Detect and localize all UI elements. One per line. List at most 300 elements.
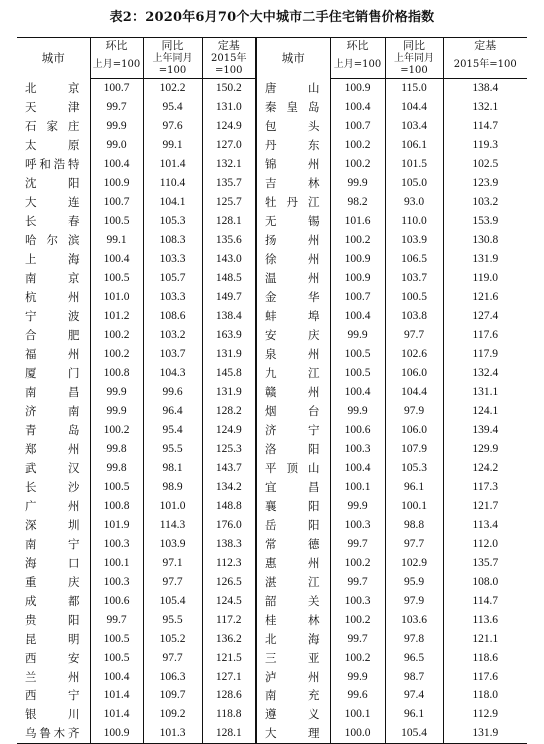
table-row [17, 439, 527, 458]
left-base-cell: 176.0 [202, 515, 256, 534]
left-base-cell: 148.5 [202, 269, 256, 288]
left-mom-cell: 100.5 [90, 629, 143, 648]
right-base-cell: 131.1 [443, 383, 527, 402]
left-base-cell: 128.6 [202, 686, 256, 705]
left-mom-cell: 100.5 [90, 212, 143, 231]
table-row [17, 420, 527, 439]
table-row [17, 117, 527, 136]
right-city-cell: 济 宁 [256, 420, 330, 439]
right-mom-cell: 100.4 [330, 383, 385, 402]
right-city-cell: 金 华 [256, 288, 330, 307]
left-mom-cell: 100.2 [90, 326, 143, 345]
left-base-cell: 124.9 [202, 117, 256, 136]
right-mom-cell: 100.9 [330, 250, 385, 269]
right-yoy-cell: 98.8 [385, 515, 443, 534]
right-base-cell: 138.4 [443, 79, 527, 98]
right-base-cell: 131.9 [443, 250, 527, 269]
left-city-cell: 呼和浩特 [25, 157, 80, 172]
right-city-cell: 安 庆 [256, 326, 330, 345]
right-yoy-cell: 106.0 [385, 364, 443, 383]
left-mom-cell: 99.9 [90, 401, 143, 420]
left-city-cell: 广 州 [25, 498, 80, 513]
left-base-cell: 145.8 [202, 364, 256, 383]
table-row [17, 98, 527, 117]
left-yoy-cell: 109.7 [143, 686, 202, 705]
left-yoy-cell: 97.7 [143, 572, 202, 591]
left-mom-cell: 100.7 [90, 193, 143, 212]
right-mom-cell: 99.9 [330, 496, 385, 515]
right-yoy-cell: 102.9 [385, 553, 443, 572]
left-base-cell: 134.2 [202, 477, 256, 496]
left-mom-cell: 101.9 [90, 515, 143, 534]
left-mom-cell: 100.6 [90, 591, 143, 610]
right-base-cell: 139.4 [443, 420, 527, 439]
left-base-cell: 136.2 [202, 629, 256, 648]
right-mom-cell: 100.2 [330, 136, 385, 155]
right-yoy-cell: 100.5 [385, 288, 443, 307]
left-base-cell: 112.3 [202, 553, 256, 572]
right-city-cell: 韶 关 [256, 591, 330, 610]
right-yoy-cell: 97.9 [385, 591, 443, 610]
table-row [17, 553, 527, 572]
left-yoy-cell: 96.4 [143, 401, 202, 420]
right-base-cell: 132.1 [443, 98, 527, 117]
table-title: 表2：2020年6月70个大中城市二手住宅销售价格指数 [109, 10, 435, 25]
left-city-cell: 西 宁 [25, 688, 80, 703]
left-base-cell: 124.5 [202, 591, 256, 610]
right-base-cell: 121.7 [443, 496, 527, 515]
right-base-cell: 121.6 [443, 288, 527, 307]
left-city-cell: 合 肥 [25, 328, 80, 343]
right-mom-cell: 100.4 [330, 98, 385, 117]
right-base-cell: 113.4 [443, 515, 527, 534]
subheader-mom-right: 上月=100 [330, 52, 385, 79]
left-mom-cell: 99.9 [90, 117, 143, 136]
right-city-cell: 北 海 [256, 629, 330, 648]
table-row [17, 572, 527, 591]
right-yoy-cell: 103.6 [385, 610, 443, 629]
right-yoy-cell: 103.4 [385, 117, 443, 136]
right-mom-cell: 100.5 [330, 345, 385, 364]
table-row [17, 705, 527, 724]
right-yoy-cell: 110.0 [385, 212, 443, 231]
left-yoy-cell: 105.2 [143, 629, 202, 648]
right-mom-cell: 100.2 [330, 610, 385, 629]
left-mom-cell: 99.8 [90, 439, 143, 458]
left-base-cell: 121.5 [202, 648, 256, 667]
left-city-cell: 天 津 [25, 100, 80, 115]
left-base-cell: 118.8 [202, 705, 256, 724]
left-yoy-cell: 108.6 [143, 307, 202, 326]
right-mom-cell: 100.9 [330, 269, 385, 288]
right-base-cell: 113.6 [443, 610, 527, 629]
right-base-cell: 117.9 [443, 345, 527, 364]
right-city-cell: 秦皇岛 [256, 98, 330, 117]
left-mom-cell: 101.2 [90, 307, 143, 326]
right-mom-cell: 100.2 [330, 155, 385, 174]
right-base-cell: 117.6 [443, 326, 527, 345]
right-base-cell: 119.3 [443, 136, 527, 155]
table-row [17, 269, 527, 288]
right-yoy-cell: 97.7 [385, 534, 443, 553]
right-city-cell: 丹 东 [256, 136, 330, 155]
header-mom-right: 环比 [330, 38, 385, 53]
left-base-cell: 126.5 [202, 572, 256, 591]
table-row [17, 193, 527, 212]
right-yoy-cell: 97.4 [385, 686, 443, 705]
right-yoy-cell: 115.0 [385, 79, 443, 98]
header-yoy-right: 同比 [385, 38, 443, 53]
left-mom-cell: 100.1 [90, 553, 143, 572]
left-yoy-cell: 97.1 [143, 553, 202, 572]
right-base-cell: 119.0 [443, 269, 527, 288]
table-row [17, 629, 527, 648]
right-city-cell: 无 锡 [256, 212, 330, 231]
right-city-cell: 徐 州 [256, 250, 330, 269]
table-row [17, 610, 527, 629]
right-mom-cell: 100.2 [330, 231, 385, 250]
right-yoy-cell: 97.9 [385, 401, 443, 420]
right-yoy-cell: 100.1 [385, 496, 443, 515]
subheader-yoy-right: 上年同月=100 [385, 52, 443, 79]
left-city-cell: 济 南 [25, 403, 80, 418]
left-base-cell: 124.9 [202, 420, 256, 439]
left-city-cell: 沈 阳 [25, 176, 80, 191]
right-base-cell: 131.9 [443, 724, 527, 743]
right-mom-cell: 100.3 [330, 515, 385, 534]
right-city-cell: 惠 州 [256, 553, 330, 572]
price-index-table [17, 37, 527, 744]
table-row [17, 534, 527, 553]
right-mom-cell: 100.3 [330, 591, 385, 610]
right-base-cell: 112.0 [443, 534, 527, 553]
right-city-cell: 蚌 埠 [256, 307, 330, 326]
right-mom-cell: 100.7 [330, 117, 385, 136]
table-row [17, 496, 527, 515]
right-base-cell: 130.8 [443, 231, 527, 250]
right-yoy-cell: 103.9 [385, 231, 443, 250]
table-row [17, 364, 527, 383]
left-base-cell: 150.2 [202, 79, 256, 98]
left-yoy-cell: 95.5 [143, 610, 202, 629]
left-yoy-cell: 103.7 [143, 345, 202, 364]
left-yoy-cell: 101.4 [143, 155, 202, 174]
left-base-cell: 132.1 [202, 155, 256, 174]
right-mom-cell: 98.2 [330, 193, 385, 212]
left-yoy-cell: 95.4 [143, 420, 202, 439]
left-yoy-cell: 95.5 [143, 439, 202, 458]
table-row [17, 477, 527, 496]
left-base-cell: 138.4 [202, 307, 256, 326]
right-yoy-cell: 97.7 [385, 326, 443, 345]
left-mom-cell: 100.2 [90, 420, 143, 439]
left-city-cell: 大 连 [25, 195, 80, 210]
right-base-cell: 117.6 [443, 667, 527, 686]
right-base-cell: 118.6 [443, 648, 527, 667]
table-row [17, 288, 527, 307]
right-city-cell: 遵 义 [256, 705, 330, 724]
right-yoy-cell: 96.5 [385, 648, 443, 667]
right-city-cell: 洛 阳 [256, 439, 330, 458]
left-mom-cell: 100.5 [90, 477, 143, 496]
right-city-cell: 襄 阳 [256, 496, 330, 515]
right-mom-cell: 100.3 [330, 439, 385, 458]
right-city-cell: 赣 州 [256, 383, 330, 402]
left-city-cell: 上 海 [25, 252, 80, 267]
right-base-cell: 114.7 [443, 591, 527, 610]
left-yoy-cell: 103.9 [143, 534, 202, 553]
left-yoy-cell: 95.4 [143, 98, 202, 117]
left-yoy-cell: 98.1 [143, 458, 202, 477]
right-base-cell: 121.1 [443, 629, 527, 648]
right-city-cell: 大 理 [256, 724, 330, 743]
left-city-cell: 福 州 [25, 347, 80, 362]
left-city-cell: 西 安 [25, 650, 80, 665]
right-mom-cell: 100.4 [330, 458, 385, 477]
left-city-cell: 长 沙 [25, 479, 80, 494]
left-city-cell: 成 都 [25, 593, 80, 608]
left-yoy-cell: 106.3 [143, 667, 202, 686]
left-base-cell: 128.1 [202, 724, 256, 743]
header-city-left: 城市 [17, 38, 90, 79]
right-base-cell: 108.0 [443, 572, 527, 591]
table-row [17, 591, 527, 610]
left-city-cell: 南 宁 [25, 536, 80, 551]
table-row [17, 307, 527, 326]
left-yoy-cell: 99.6 [143, 383, 202, 402]
left-base-cell: 143.7 [202, 458, 256, 477]
left-city-cell: 厦 门 [25, 366, 80, 381]
left-mom-cell: 100.3 [90, 572, 143, 591]
right-city-cell: 泸 州 [256, 667, 330, 686]
subheader-yoy-left: 上年同月=100 [143, 52, 202, 79]
left-yoy-cell: 104.1 [143, 193, 202, 212]
right-yoy-cell: 104.4 [385, 98, 443, 117]
left-mom-cell: 100.8 [90, 364, 143, 383]
subheader-base-right: 2015年=100 [443, 52, 527, 79]
right-mom-cell: 100.1 [330, 477, 385, 496]
right-city-cell: 温 州 [256, 269, 330, 288]
left-city-cell: 哈尔滨 [25, 233, 80, 248]
left-mom-cell: 101.0 [90, 288, 143, 307]
right-yoy-cell: 105.0 [385, 174, 443, 193]
right-yoy-cell: 96.1 [385, 705, 443, 724]
right-yoy-cell: 106.1 [385, 136, 443, 155]
right-base-cell: 124.2 [443, 458, 527, 477]
left-base-cell: 127.1 [202, 667, 256, 686]
left-base-cell: 127.0 [202, 136, 256, 155]
left-mom-cell: 100.9 [90, 174, 143, 193]
right-yoy-cell: 98.7 [385, 667, 443, 686]
right-yoy-cell: 93.0 [385, 193, 443, 212]
right-base-cell: 103.2 [443, 193, 527, 212]
table-row [17, 401, 527, 420]
left-mom-cell: 101.4 [90, 686, 143, 705]
left-yoy-cell: 103.3 [143, 250, 202, 269]
left-base-cell: 117.2 [202, 610, 256, 629]
left-mom-cell: 99.7 [90, 98, 143, 117]
right-mom-cell: 99.7 [330, 534, 385, 553]
right-mom-cell: 100.7 [330, 288, 385, 307]
left-city-cell: 长 春 [25, 214, 80, 229]
left-city-cell: 郑 州 [25, 441, 80, 456]
table-row [17, 326, 527, 345]
left-yoy-cell: 103.3 [143, 288, 202, 307]
right-mom-cell: 100.9 [330, 79, 385, 98]
right-yoy-cell: 95.9 [385, 572, 443, 591]
left-yoy-cell: 97.7 [143, 648, 202, 667]
left-city-cell: 重 庆 [25, 574, 80, 589]
subheader-mom-left: 上月=100 [90, 52, 143, 79]
left-mom-cell: 100.9 [90, 724, 143, 743]
right-mom-cell: 100.4 [330, 307, 385, 326]
right-city-cell: 烟 台 [256, 401, 330, 420]
right-mom-cell: 99.9 [330, 174, 385, 193]
right-mom-cell: 99.7 [330, 572, 385, 591]
right-city-cell: 常 德 [256, 534, 330, 553]
left-yoy-cell: 104.3 [143, 364, 202, 383]
right-yoy-cell: 97.8 [385, 629, 443, 648]
right-base-cell: 102.5 [443, 155, 527, 174]
table-row [17, 458, 527, 477]
left-city-cell: 海 口 [25, 555, 80, 570]
right-base-cell: 117.3 [443, 477, 527, 496]
table-row [17, 231, 527, 250]
left-yoy-cell: 109.2 [143, 705, 202, 724]
right-yoy-cell: 105.3 [385, 458, 443, 477]
left-city-cell: 南 昌 [25, 384, 80, 399]
right-city-cell: 九 江 [256, 364, 330, 383]
left-yoy-cell: 114.3 [143, 515, 202, 534]
left-city-cell: 北 京 [25, 81, 80, 96]
right-base-cell: 123.9 [443, 174, 527, 193]
right-mom-cell: 100.1 [330, 705, 385, 724]
left-city-cell: 昆 明 [25, 631, 80, 646]
left-city-cell: 石家庄 [25, 119, 80, 134]
left-mom-cell: 100.4 [90, 155, 143, 174]
right-city-cell: 泉 州 [256, 345, 330, 364]
right-mom-cell: 99.7 [330, 629, 385, 648]
right-base-cell: 112.9 [443, 705, 527, 724]
right-mom-cell: 101.6 [330, 212, 385, 231]
left-yoy-cell: 105.3 [143, 212, 202, 231]
right-yoy-cell: 96.1 [385, 477, 443, 496]
table-row [17, 155, 527, 174]
right-city-cell: 湛 江 [256, 572, 330, 591]
header-base-right: 定基 [443, 38, 527, 53]
left-mom-cell: 99.8 [90, 458, 143, 477]
left-city-cell: 杭 州 [25, 290, 80, 305]
left-base-cell: 131.9 [202, 345, 256, 364]
left-city-cell: 南 京 [25, 271, 80, 286]
left-yoy-cell: 110.4 [143, 174, 202, 193]
right-mom-cell: 100.2 [330, 553, 385, 572]
left-base-cell: 135.7 [202, 174, 256, 193]
left-city-cell: 武 汉 [25, 460, 80, 475]
table-row [17, 686, 527, 705]
left-base-cell: 125.7 [202, 193, 256, 212]
left-mom-cell: 99.0 [90, 136, 143, 155]
right-base-cell: 129.9 [443, 439, 527, 458]
right-mom-cell: 99.9 [330, 401, 385, 420]
left-mom-cell: 99.1 [90, 231, 143, 250]
left-city-cell: 青 岛 [25, 422, 80, 437]
left-mom-cell: 99.9 [90, 383, 143, 402]
table-row [17, 667, 527, 686]
right-city-cell: 包 头 [256, 117, 330, 136]
table-row [17, 250, 527, 269]
left-yoy-cell: 97.6 [143, 117, 202, 136]
table-row [17, 515, 527, 534]
left-base-cell: 148.8 [202, 496, 256, 515]
left-base-cell: 138.3 [202, 534, 256, 553]
right-yoy-cell: 106.0 [385, 420, 443, 439]
table-row [17, 383, 527, 402]
right-city-cell: 岳 阳 [256, 515, 330, 534]
right-mom-cell: 100.5 [330, 364, 385, 383]
left-base-cell: 131.9 [202, 383, 256, 402]
right-city-cell: 扬 州 [256, 231, 330, 250]
right-base-cell: 118.0 [443, 686, 527, 705]
right-yoy-cell: 103.7 [385, 269, 443, 288]
left-yoy-cell: 108.3 [143, 231, 202, 250]
left-mom-cell: 100.2 [90, 345, 143, 364]
right-yoy-cell: 107.9 [385, 439, 443, 458]
left-city-cell: 兰 州 [25, 669, 80, 684]
right-mom-cell: 99.9 [330, 667, 385, 686]
right-city-cell: 南 充 [256, 686, 330, 705]
header-mom-left: 环比 [90, 38, 143, 53]
right-mom-cell: 100.2 [330, 648, 385, 667]
left-mom-cell: 99.7 [90, 610, 143, 629]
left-base-cell: 135.6 [202, 231, 256, 250]
right-yoy-cell: 102.6 [385, 345, 443, 364]
right-mom-cell: 99.9 [330, 326, 385, 345]
right-yoy-cell: 101.5 [385, 155, 443, 174]
table-body [17, 79, 527, 744]
right-city-cell: 锦 州 [256, 155, 330, 174]
right-base-cell: 114.7 [443, 117, 527, 136]
left-mom-cell: 100.7 [90, 79, 143, 98]
right-base-cell: 153.9 [443, 212, 527, 231]
right-city-cell: 桂 林 [256, 610, 330, 629]
left-base-cell: 125.3 [202, 439, 256, 458]
right-base-cell: 124.1 [443, 401, 527, 420]
right-mom-cell: 99.6 [330, 686, 385, 705]
left-yoy-cell: 103.2 [143, 326, 202, 345]
table-row [17, 79, 527, 98]
right-base-cell: 132.4 [443, 364, 527, 383]
right-yoy-cell: 103.8 [385, 307, 443, 326]
right-yoy-cell: 104.4 [385, 383, 443, 402]
left-mom-cell: 100.4 [90, 250, 143, 269]
table-row [17, 345, 527, 364]
header-city-right: 城市 [256, 38, 330, 79]
right-base-cell: 135.7 [443, 553, 527, 572]
left-city-cell: 深 圳 [25, 517, 80, 532]
right-city-cell: 唐 山 [256, 79, 330, 98]
left-mom-cell: 100.3 [90, 534, 143, 553]
left-city-cell: 太 原 [25, 138, 80, 153]
left-yoy-cell: 101.3 [143, 724, 202, 743]
right-base-cell: 127.4 [443, 307, 527, 326]
left-yoy-cell: 105.4 [143, 591, 202, 610]
left-yoy-cell: 98.9 [143, 477, 202, 496]
left-city-cell: 宁 波 [25, 309, 80, 324]
left-mom-cell: 101.4 [90, 705, 143, 724]
table-row [17, 136, 527, 155]
right-yoy-cell: 105.4 [385, 724, 443, 743]
